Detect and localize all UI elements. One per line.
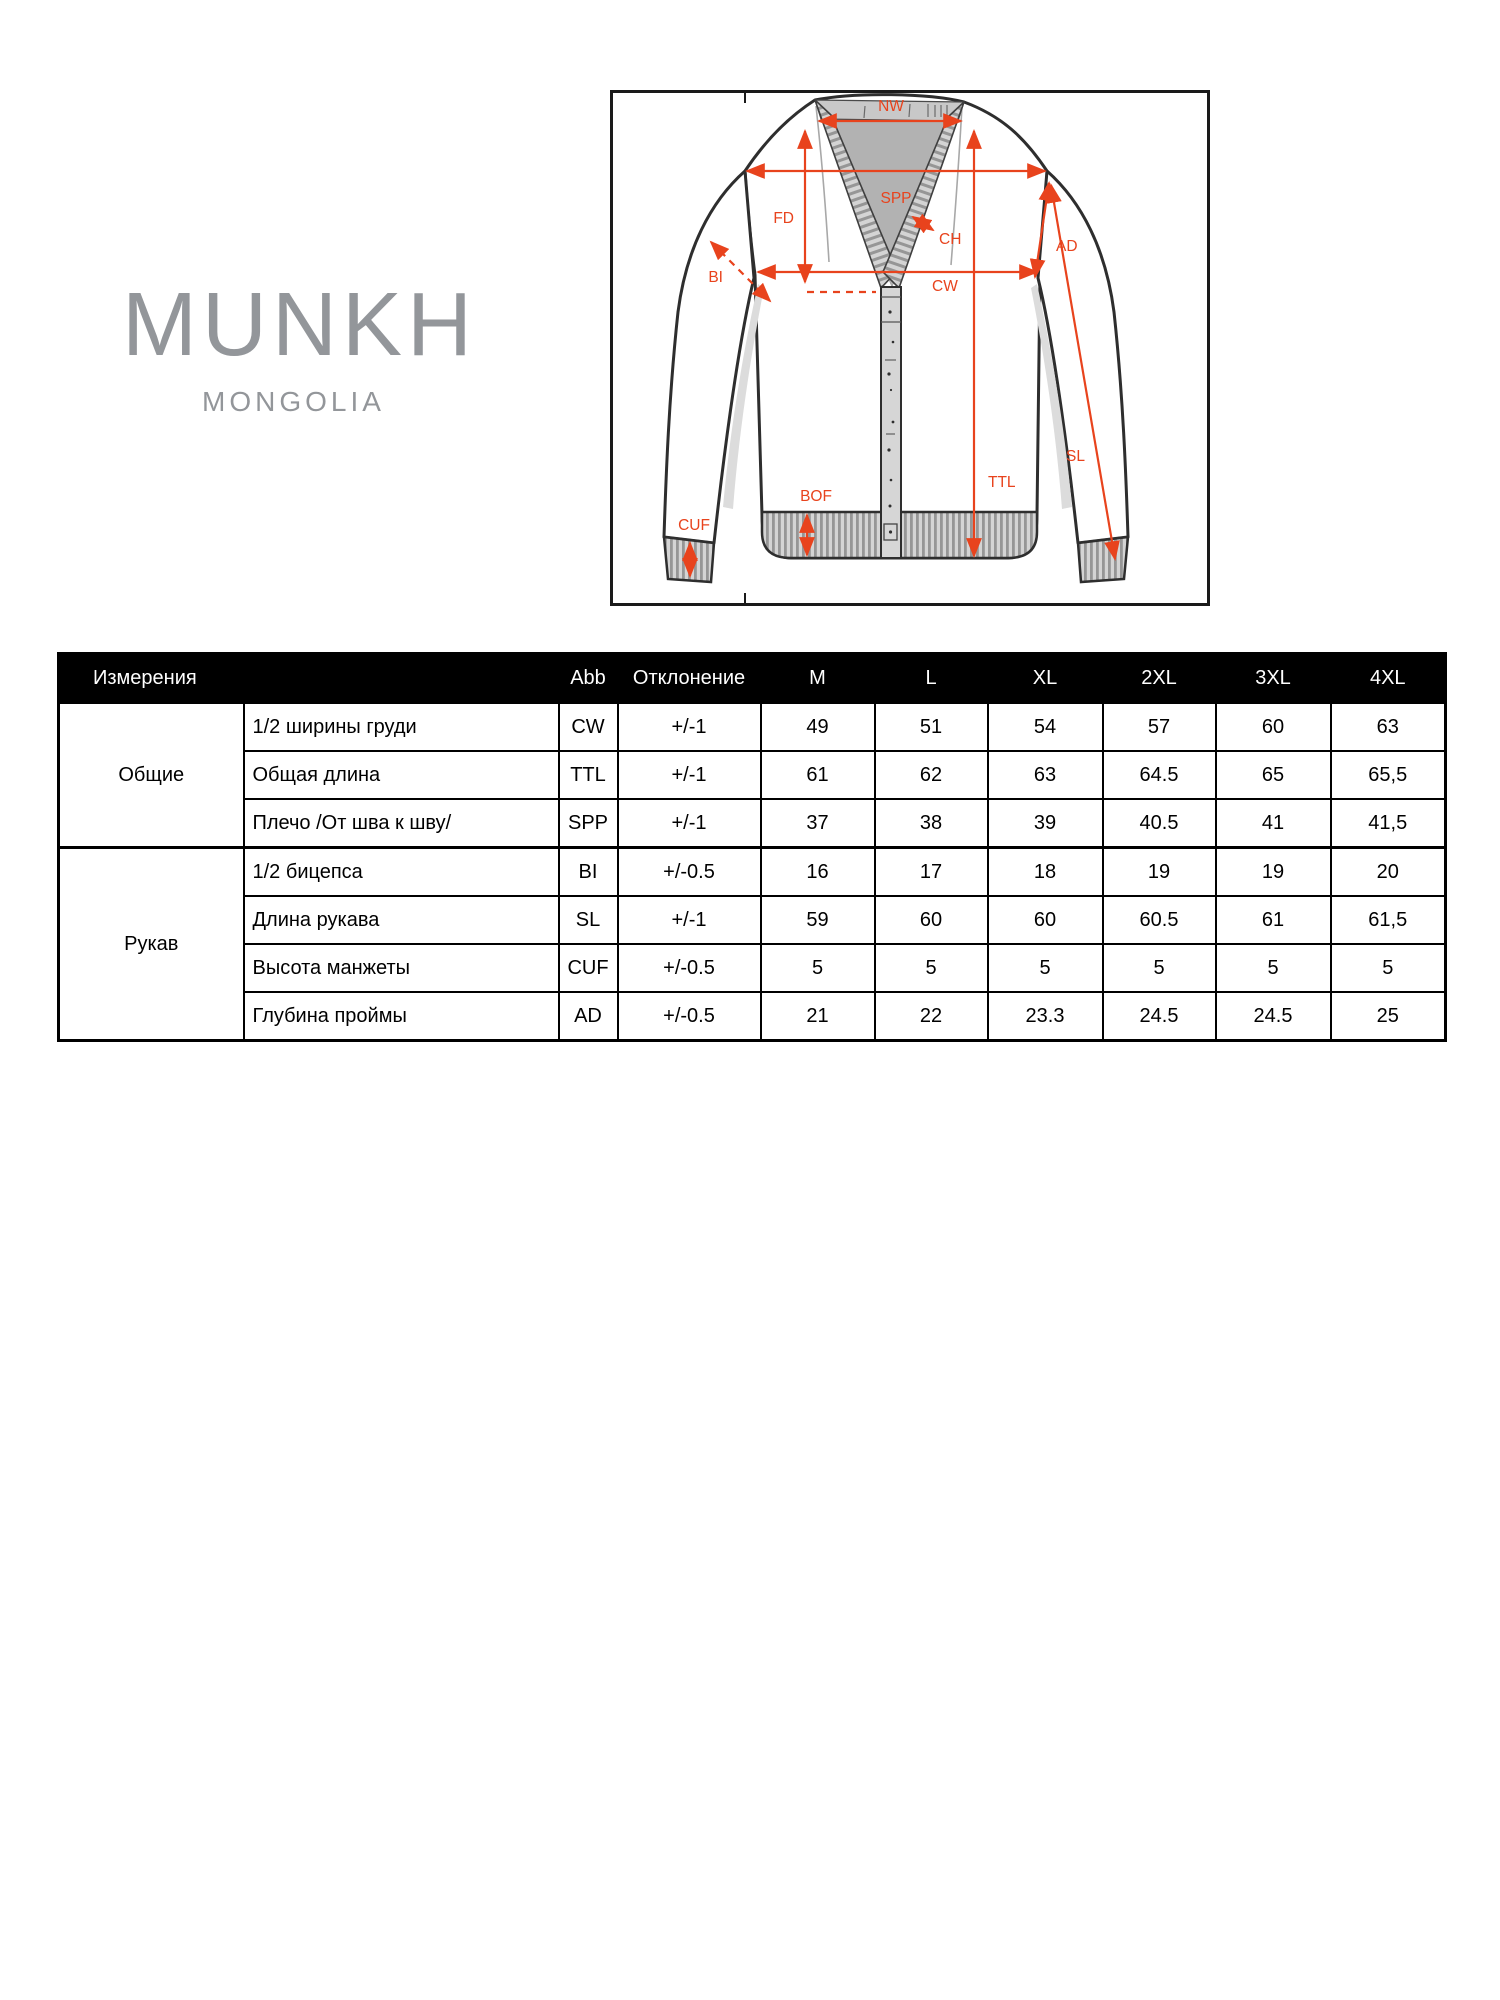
size-value-4xl: 41,5 xyxy=(1331,799,1446,848)
size-value-3xl: 19 xyxy=(1216,848,1331,897)
measurement-name: Длина рукава xyxy=(244,896,559,944)
diagram-label-sl: SL xyxy=(1066,448,1085,465)
size-value-2xl: 24.5 xyxy=(1103,992,1216,1041)
brand-name: MUNKH xyxy=(122,275,477,375)
button-placket xyxy=(881,287,901,558)
abbreviation: BI xyxy=(559,848,618,897)
abbreviation: TTL xyxy=(559,751,618,799)
brand-logo xyxy=(122,275,477,418)
abbreviation: SPP xyxy=(559,799,618,848)
deviation: +/-0.5 xyxy=(618,848,761,897)
table-row xyxy=(59,848,1446,897)
cardigan-sketch xyxy=(610,90,1210,606)
size-value-2xl: 40.5 xyxy=(1103,799,1216,848)
size-value-2xl: 60.5 xyxy=(1103,896,1216,944)
right-cuff xyxy=(1078,537,1128,582)
abbreviation: CUF xyxy=(559,944,618,992)
table-row xyxy=(59,751,1446,799)
measurement-name: Плечо /От шва к шву/ xyxy=(244,799,559,848)
diagram-label-cuf: CUF xyxy=(678,517,710,534)
group-label: Общие xyxy=(59,703,244,848)
col-header-size-m: M xyxy=(761,654,875,703)
size-value-3xl: 41 xyxy=(1216,799,1331,848)
size-value-4xl: 5 xyxy=(1331,944,1446,992)
size-value-l: 22 xyxy=(875,992,988,1041)
size-value-m: 59 xyxy=(761,896,875,944)
size-value-m: 16 xyxy=(761,848,875,897)
size-value-4xl: 20 xyxy=(1331,848,1446,897)
col-header-size-2xl: 2XL xyxy=(1103,654,1216,703)
size-value-2xl: 64.5 xyxy=(1103,751,1216,799)
size-value-3xl: 5 xyxy=(1216,944,1331,992)
size-value-xl: 63 xyxy=(988,751,1103,799)
size-value-l: 60 xyxy=(875,896,988,944)
size-value-m: 49 xyxy=(761,703,875,752)
size-table-body xyxy=(59,703,1446,1041)
table-row xyxy=(59,703,1446,752)
size-value-4xl: 65,5 xyxy=(1331,751,1446,799)
size-value-3xl: 60 xyxy=(1216,703,1331,752)
size-value-3xl: 65 xyxy=(1216,751,1331,799)
size-value-4xl: 63 xyxy=(1331,703,1446,752)
size-value-2xl: 57 xyxy=(1103,703,1216,752)
col-header-size-l: L xyxy=(875,654,988,703)
size-value-3xl: 24.5 xyxy=(1216,992,1331,1041)
diagram-label-spp: SPP xyxy=(880,190,912,207)
size-value-l: 38 xyxy=(875,799,988,848)
diagram-label-ttl: TTL xyxy=(988,474,1016,491)
col-header-deviation: Отклонение xyxy=(618,654,761,703)
table-row xyxy=(59,896,1446,944)
size-value-2xl: 19 xyxy=(1103,848,1216,897)
col-header-size-4xl: 4XL xyxy=(1331,654,1446,703)
diagram-label-bof: BOF xyxy=(800,488,832,505)
diagram-label-fd: FD xyxy=(773,210,794,227)
size-value-3xl: 61 xyxy=(1216,896,1331,944)
size-value-m: 5 xyxy=(761,944,875,992)
table-row xyxy=(59,799,1446,848)
deviation: +/-0.5 xyxy=(618,944,761,992)
group-label: Рукав xyxy=(59,848,244,1041)
measurement-name: 1/2 бицепса xyxy=(244,848,559,897)
table-row xyxy=(59,992,1446,1041)
size-value-l: 5 xyxy=(875,944,988,992)
brand-subtitle: MONGOLIA xyxy=(202,386,385,417)
col-header-size-3xl: 3XL xyxy=(1216,654,1331,703)
deviation: +/-1 xyxy=(618,799,761,848)
size-value-xl: 23.3 xyxy=(988,992,1103,1041)
size-value-l: 62 xyxy=(875,751,988,799)
abbreviation: SL xyxy=(559,896,618,944)
size-value-xl: 39 xyxy=(988,799,1103,848)
col-header-measurements: Измерения xyxy=(59,654,559,703)
size-value-xl: 18 xyxy=(988,848,1103,897)
size-value-xl: 5 xyxy=(988,944,1103,992)
size-value-l: 51 xyxy=(875,703,988,752)
size-value-2xl: 5 xyxy=(1103,944,1216,992)
diagram-label-bi: BI xyxy=(708,269,723,286)
col-header-abb: Abb xyxy=(559,654,618,703)
size-value-m: 21 xyxy=(761,992,875,1041)
size-value-xl: 54 xyxy=(988,703,1103,752)
diagram-label-cw: CW xyxy=(932,278,958,295)
deviation: +/-0.5 xyxy=(618,992,761,1041)
measurement-name: 1/2 ширины груди xyxy=(244,703,559,752)
size-value-4xl: 61,5 xyxy=(1331,896,1446,944)
abbreviation: CW xyxy=(559,703,618,752)
size-value-m: 37 xyxy=(761,799,875,848)
deviation: +/-1 xyxy=(618,751,761,799)
size-value-m: 61 xyxy=(761,751,875,799)
measurement-name: Общая длина xyxy=(244,751,559,799)
size-value-l: 17 xyxy=(875,848,988,897)
deviation: +/-1 xyxy=(618,896,761,944)
size-value-xl: 60 xyxy=(988,896,1103,944)
diagram-label-nw: NW xyxy=(878,98,904,115)
measurement-name: Глубина проймы xyxy=(244,992,559,1041)
size-value-4xl: 25 xyxy=(1331,992,1446,1041)
measurement-name: Высота манжеты xyxy=(244,944,559,992)
diagram-label-ch: CH xyxy=(939,231,962,248)
garment-diagram xyxy=(610,90,1210,606)
deviation: +/-1 xyxy=(618,703,761,752)
table-header-row xyxy=(59,654,1446,703)
diagram-label-ad: AD xyxy=(1056,238,1078,255)
abbreviation: AD xyxy=(559,992,618,1041)
col-header-size-xl: XL xyxy=(988,654,1103,703)
table-row xyxy=(59,944,1446,992)
size-table xyxy=(57,652,1447,1042)
